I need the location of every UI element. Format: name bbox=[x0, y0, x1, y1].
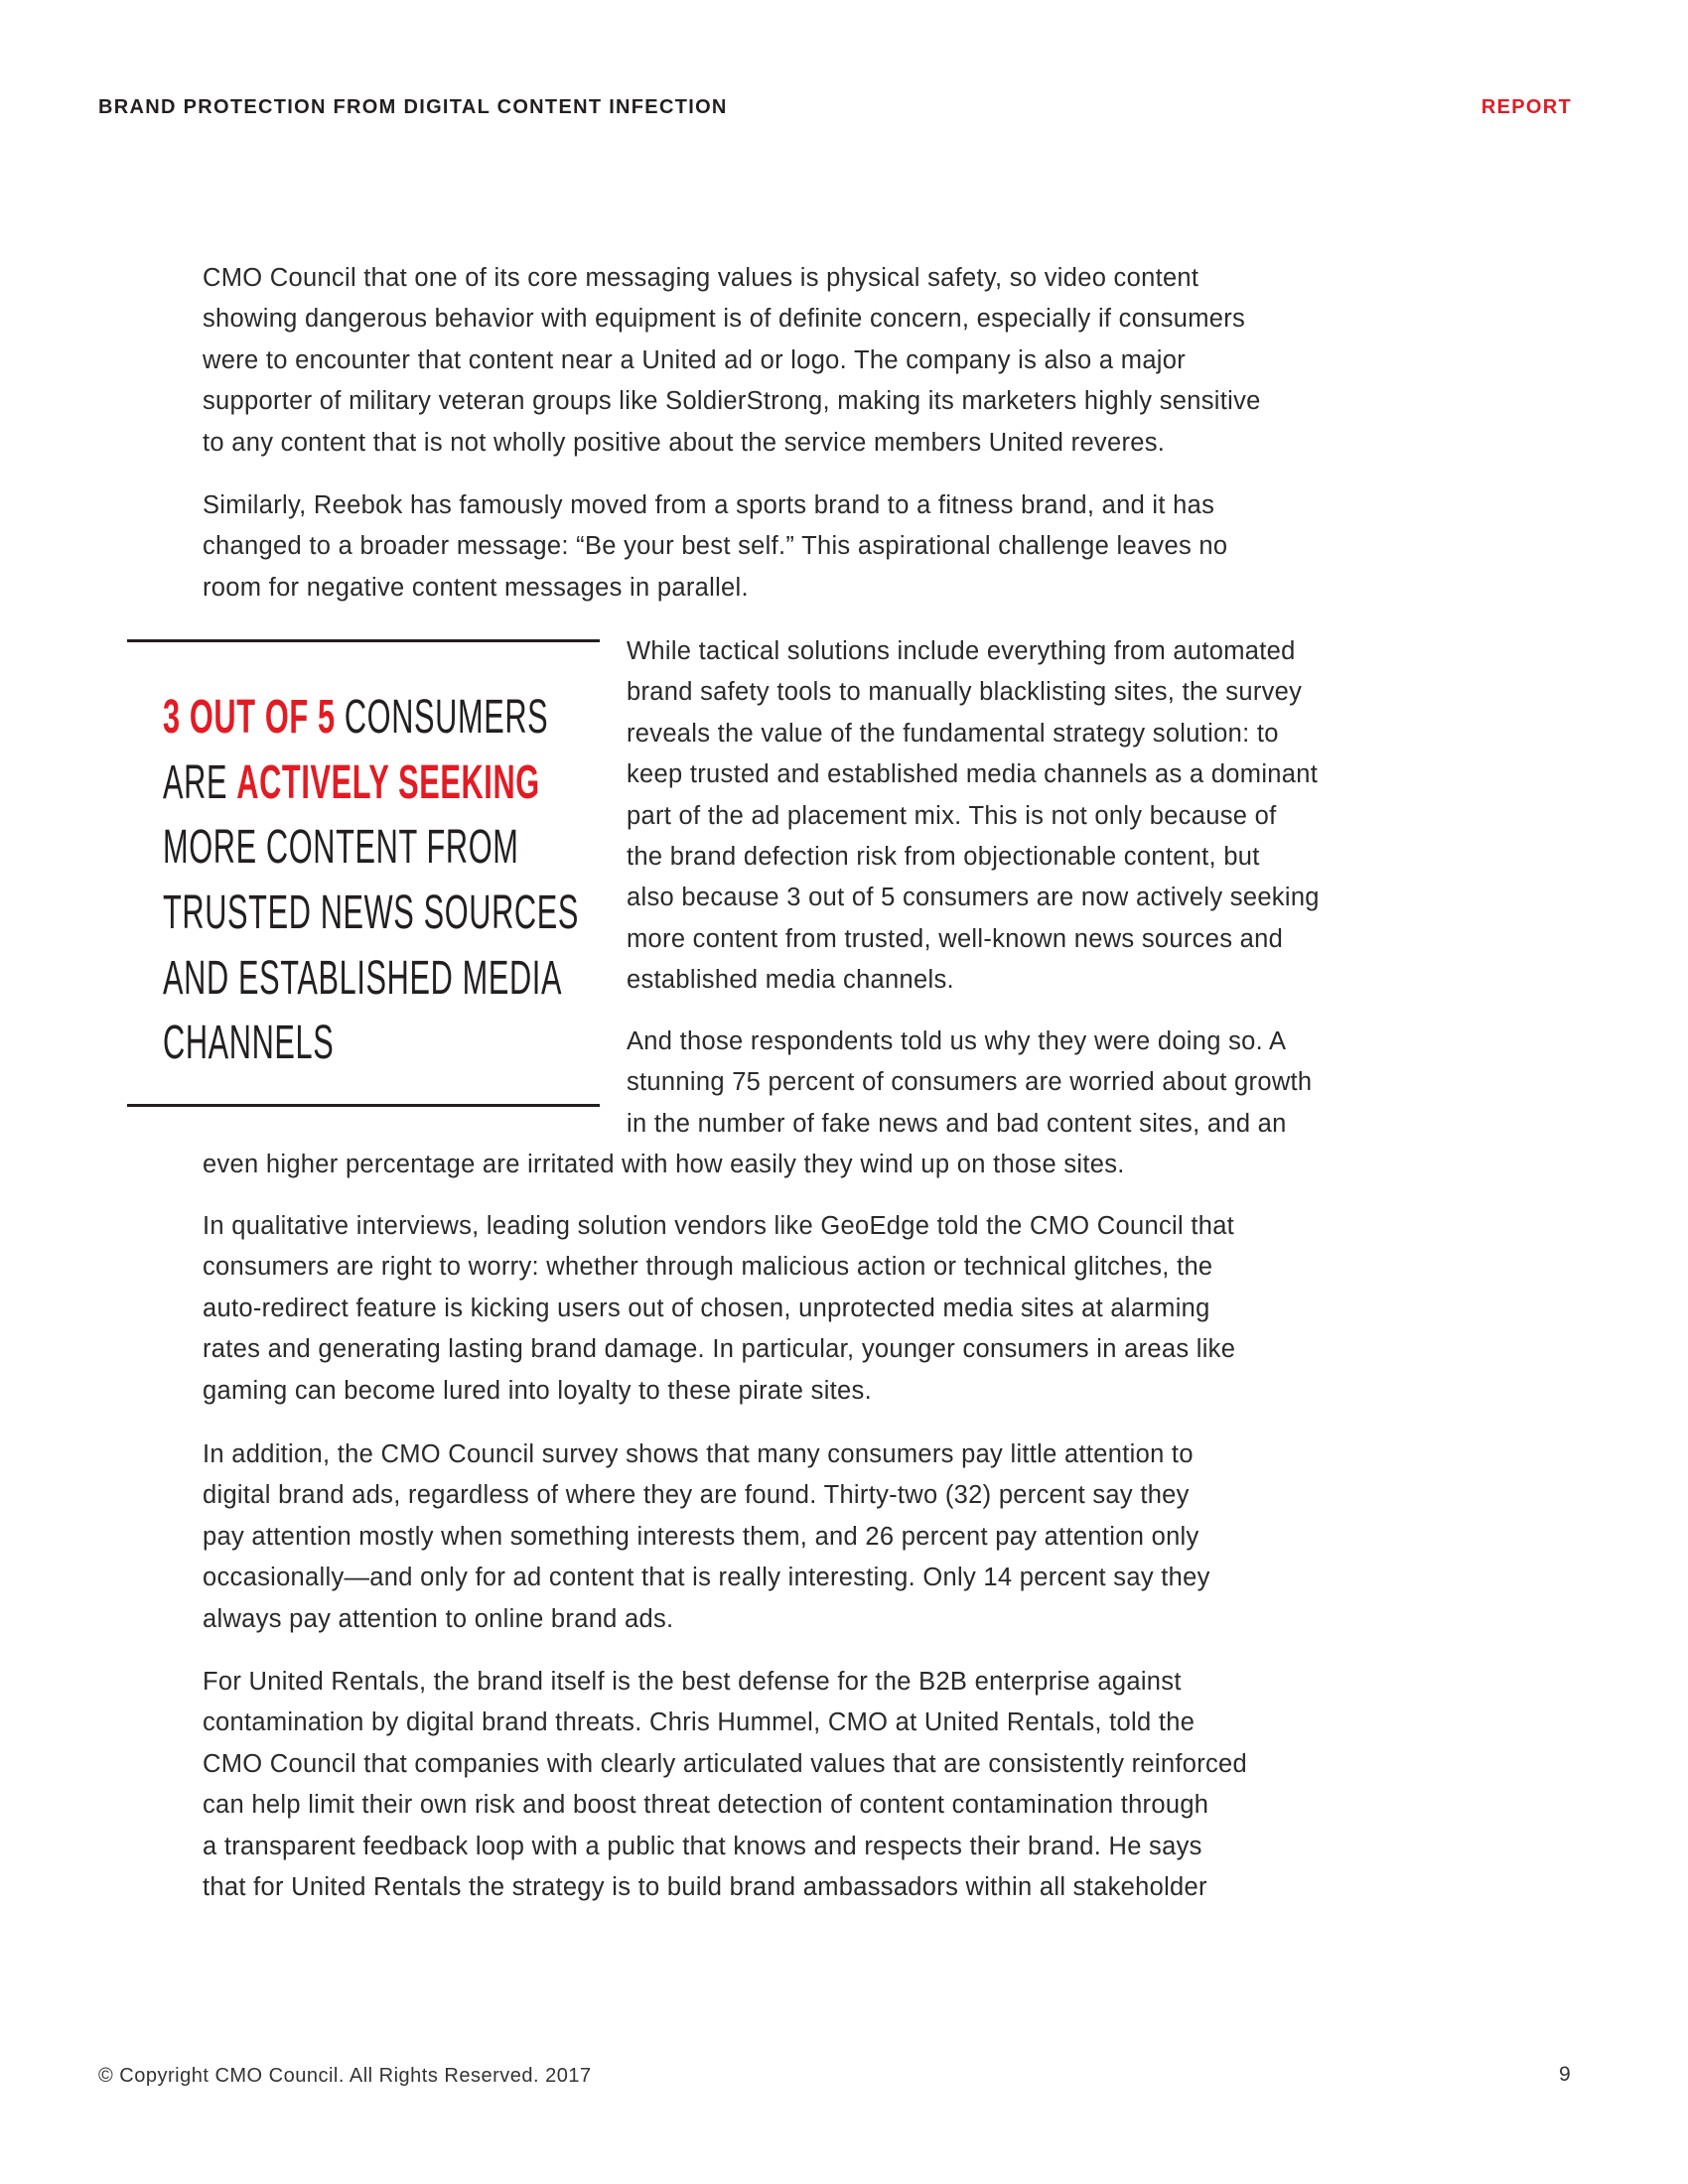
text-line: the brand defection risk from objectionable content, but bbox=[627, 842, 1260, 871]
paragraph-survey-attention bbox=[203, 1434, 1210, 1640]
text-line: in the number of fake news and bad content sites, and an bbox=[627, 1109, 1287, 1138]
pullquote-text: CHANNELS bbox=[163, 1017, 335, 1070]
pullquote-highlight: ACTIVELY SEEKING bbox=[236, 755, 540, 809]
text-line: stunning 75 percent of consumers are worried about growth bbox=[627, 1068, 1313, 1097]
text-line: showing dangerous behavior with equipment is of definite concern, especially if consumers bbox=[203, 305, 1246, 334]
paragraph-reebok bbox=[203, 485, 1227, 609]
text-line: always pay attention to online brand ads. bbox=[203, 1604, 674, 1633]
text-line: While tactical solutions include everything from automated bbox=[627, 637, 1296, 665]
text-line: to any content that is not wholly positive about the service members United reveres. bbox=[203, 428, 1166, 457]
pullquote-text: TRUSTED NEWS SOURCES bbox=[163, 887, 580, 940]
pullquote-highlight: 3 OUT OF 5 bbox=[163, 691, 336, 744]
text-line: supporter of military veteran groups like SoldierStrong, making its marketers highly sensitive bbox=[203, 387, 1261, 416]
text-line: consumers are right to worry: whether through malicious action or technical glitches, the bbox=[203, 1253, 1213, 1282]
text-line: digital brand ads, regardless of where they are found. Thirty-two (32) percent say they bbox=[203, 1481, 1190, 1510]
paragraph-united-safety bbox=[203, 258, 1261, 464]
text-line: reveals the value of the fundamental strategy solution: to bbox=[627, 719, 1279, 748]
text-line: For United Rentals, the brand itself is the best defense for the B2B enterprise against bbox=[203, 1668, 1182, 1696]
paragraph-qualitative-interviews bbox=[203, 1206, 1235, 1412]
text-line: Similarly, Reebok has famously moved from a sports brand to a fitness brand, and it has bbox=[203, 491, 1215, 519]
text-line: room for negative content messages in parallel. bbox=[203, 573, 749, 602]
text-line: a transparent feedback loop with a public that knows and respects their brand. He says bbox=[203, 1832, 1202, 1860]
paragraph-tactical-solutions bbox=[627, 631, 1320, 1002]
pullquote-text: ARE bbox=[163, 755, 237, 809]
footer-copyright: © Copyright CMO Council. All Rights Reserved. 2017 bbox=[98, 2065, 592, 2087]
text-line: also because 3 out of 5 consumers are now actively seeking bbox=[627, 884, 1320, 912]
running-header-label: REPORT bbox=[1480, 96, 1572, 118]
text-line: gaming can become lured into loyalty to these pirate sites. bbox=[203, 1376, 872, 1405]
text-line: brand safety tools to manually blacklisting sites, the survey bbox=[627, 678, 1303, 707]
text-line: established media channels. bbox=[627, 966, 954, 995]
text-line: changed to a broader message: “Be your best self.” This aspirational challenge leaves no bbox=[203, 532, 1228, 561]
text-line: auto-redirect feature is kicking users out of chosen, unprotected media sites at alarming bbox=[203, 1294, 1210, 1322]
text-line: more content from trusted, well-known news sources and bbox=[627, 924, 1284, 953]
text-line: part of the ad placement mix. This is not only because of bbox=[627, 801, 1277, 830]
pullquote-text: MORE CONTENT FROM bbox=[163, 821, 519, 875]
text-line: rates and generating lasting brand damage. In particular, younger consumers in areas like bbox=[203, 1335, 1236, 1364]
text-line: can help limit their own risk and boost threat detection of content contamination through bbox=[203, 1791, 1209, 1820]
text-line: CMO Council that companies with clearly articulated values that are consistently reinforced bbox=[203, 1749, 1248, 1778]
text-line: occasionally—and only for ad content that is really interesting. Only 14 percent say they bbox=[203, 1564, 1210, 1592]
running-header-title: BRAND PROTECTION FROM DIGITAL CONTENT INFECTION bbox=[98, 96, 728, 118]
text-line: CMO Council that one of its core messaging values is physical safety, so video content bbox=[203, 264, 1199, 292]
text-line: even higher percentage are irritated with how easily they wind up on those sites. bbox=[203, 1151, 1125, 1179]
text-line: In qualitative interviews, leading solution vendors like GeoEdge told the CMO Council that bbox=[203, 1212, 1235, 1240]
text-line: pay attention mostly when something interests them, and 26 percent pay attention only bbox=[203, 1522, 1199, 1551]
text-line: keep trusted and established media channels as a dominant bbox=[627, 760, 1319, 789]
pullquote-bottom-rule bbox=[127, 1104, 600, 1107]
pullquote-text: CONSUMERS bbox=[335, 691, 549, 744]
page-number: 9 bbox=[1559, 2063, 1571, 2086]
text-line: were to encounter that content near a United ad or logo. The company is also a major bbox=[203, 345, 1187, 374]
pullquote-top-rule bbox=[127, 639, 600, 642]
text-line: And those respondents told us why they were doing so. A bbox=[627, 1027, 1287, 1055]
paragraph-united-rentals bbox=[203, 1662, 1247, 1908]
pullquote-text: AND ESTABLISHED MEDIA bbox=[163, 951, 563, 1005]
text-line: contamination by digital brand threats. Chris Hummel, CMO at United Rentals, told the bbox=[203, 1708, 1196, 1737]
text-line: that for United Rentals the strategy is to build brand ambassadors within all stakeholder bbox=[203, 1872, 1207, 1901]
text-line: In addition, the CMO Council survey shows that many consumers pay little attention to bbox=[203, 1440, 1194, 1468]
